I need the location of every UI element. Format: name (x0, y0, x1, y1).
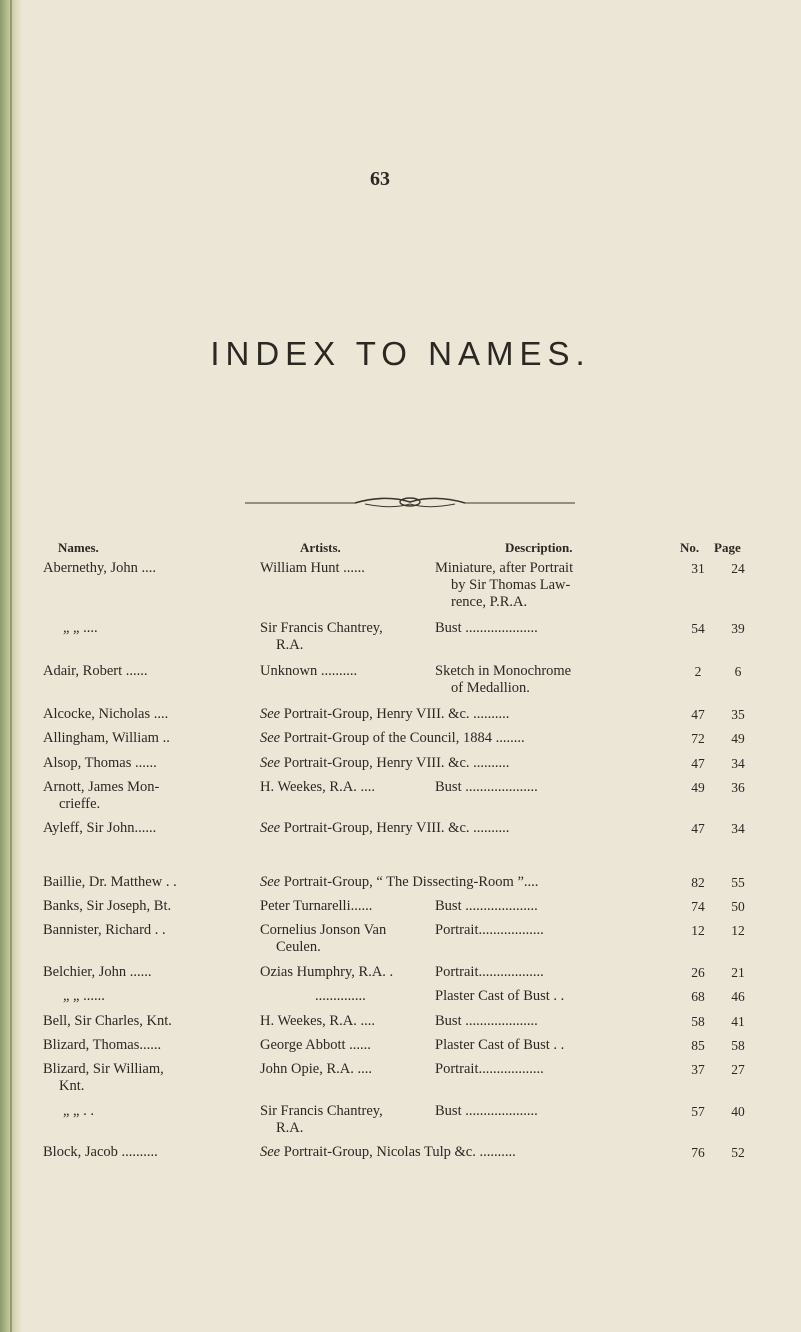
entry-description: Bust .................... (435, 779, 538, 795)
entry-name: „ „ . . (63, 1103, 94, 1119)
page-title: INDEX TO NAMES. (210, 335, 591, 372)
entry-artist: William Hunt ...... (260, 560, 365, 576)
entry-artist: Sir Francis Chantrey, R.A. (260, 1103, 383, 1136)
header-description: Description. (505, 540, 573, 555)
entry-number: 47 (691, 821, 705, 836)
entry-description: Portrait.................. (435, 1061, 544, 1077)
entry-name: Baillie, Dr. Matthew . . (43, 874, 177, 890)
entry-number: 12 (691, 923, 705, 938)
entry-number: 57 (691, 1104, 705, 1119)
entry-description: Bust .................... (435, 620, 538, 636)
entry-cross-reference: See Portrait-Group, “ The Dissecting-Room ”.... (260, 874, 539, 890)
entry-artist: .............. (315, 988, 366, 1004)
entry-name: „ „ ...... (63, 988, 105, 1004)
entry-number: 76 (691, 1145, 705, 1160)
entry-number: 49 (691, 780, 705, 795)
entry-artist: H. Weekes, R.A. .... (260, 1013, 375, 1029)
entry-number: 47 (691, 756, 705, 771)
entry-page: 55 (731, 875, 745, 890)
entry-number: 85 (691, 1038, 705, 1053)
entry-artist: Unknown .......... (260, 663, 358, 679)
entry-artist: John Opie, R.A. .... (260, 1061, 372, 1077)
entry-name: Adair, Robert ...... (43, 663, 148, 679)
entry-name: Bannister, Richard . . (43, 922, 166, 938)
entry-number: 47 (691, 707, 705, 722)
entry-description: Plaster Cast of Bust . . (435, 988, 565, 1004)
entry-description: Bust .................... (435, 898, 538, 914)
entry-number: 74 (691, 899, 705, 914)
entry-page: 21 (731, 965, 745, 980)
entry-name: Banks, Sir Joseph, Bt. (43, 898, 172, 914)
entry-page: 49 (731, 731, 745, 746)
entry-number: 2 (694, 664, 702, 679)
entry-name: Alsop, Thomas ...... (43, 755, 157, 771)
entry-name: „ „ .... (63, 620, 98, 636)
entry-number: 37 (691, 1062, 705, 1077)
entry-page: 35 (731, 707, 745, 722)
header-page: Page (714, 540, 741, 555)
entry-artist: George Abbott ...... (260, 1037, 371, 1053)
entry-page: 6 (734, 664, 742, 679)
entry-page: 50 (731, 899, 745, 914)
page-number: 63 (370, 168, 390, 190)
entry-cross-reference: See Portrait-Group, Henry VIII. &c. .......... (260, 755, 510, 771)
entry-page: 27 (731, 1062, 745, 1077)
entry-description: Sketch in Monochrome of Medallion. (435, 663, 572, 696)
entry-name: Belchier, John ...... (43, 964, 152, 980)
entry-cross-reference: See Portrait-Group, Henry VIII. &c. .......... (260, 706, 510, 722)
entry-name: Arnott, James Mon- crieffe. (43, 779, 160, 812)
entry-number: 58 (691, 1014, 705, 1029)
entry-page: 34 (731, 756, 745, 771)
entry-description: Bust .................... (435, 1013, 538, 1029)
entry-page: 34 (731, 821, 745, 836)
entry-cross-reference: See Portrait-Group, Nicolas Tulp &c. .......... (260, 1144, 516, 1160)
entry-name: Allingham, William .. (43, 730, 170, 746)
entry-page: 36 (731, 780, 745, 795)
entry-page: 40 (731, 1104, 745, 1119)
entry-number: 72 (691, 731, 705, 746)
entry-name: Block, Jacob .......... (43, 1144, 158, 1160)
entry-page: 39 (731, 621, 745, 636)
entry-artist: Cornelius Jonson Van Ceulen. (260, 922, 387, 955)
entry-page: 52 (731, 1145, 745, 1160)
entry-name: Ayleff, Sir John...... (43, 820, 157, 836)
entry-number: 31 (691, 561, 705, 576)
entry-name: Blizard, Sir William, Knt. (43, 1061, 164, 1094)
entry-number: 26 (691, 965, 705, 980)
entry-name: Bell, Sir Charles, Knt. (43, 1013, 172, 1029)
entry-description: Miniature, after Portrait by Sir Thomas Law- rence, P.R.A. (435, 560, 574, 610)
entry-artist: Ozias Humphry, R.A. . (260, 964, 394, 980)
entry-page: 46 (731, 989, 745, 1004)
header-artists: Artists. (300, 540, 341, 555)
entry-page: 12 (731, 923, 745, 938)
header-names: Names. (58, 540, 99, 555)
entry-page: 41 (731, 1014, 745, 1029)
entry-cross-reference: See Portrait-Group, Henry VIII. &c. .......... (260, 820, 510, 836)
entry-number: 68 (691, 989, 705, 1004)
entry-description: Bust .................... (435, 1103, 538, 1119)
binding-stitch-line (10, 0, 12, 1332)
entry-name: Alcocke, Nicholas .... (43, 706, 169, 722)
entry-page: 58 (731, 1038, 745, 1053)
entry-artist: H. Weekes, R.A. .... (260, 779, 375, 795)
entry-artist: Peter Turnarelli...... (260, 898, 373, 914)
entry-number: 54 (691, 621, 705, 636)
header-no: No. (680, 540, 700, 555)
entry-name: Abernethy, John .... (43, 560, 157, 576)
entry-description: Plaster Cast of Bust . . (435, 1037, 565, 1053)
ornament-divider-icon (245, 495, 575, 509)
entry-page: 24 (731, 561, 745, 576)
entry-name: Blizard, Thomas...... (43, 1037, 162, 1053)
entry-description: Portrait.................. (435, 922, 544, 938)
entry-cross-reference: See Portrait-Group of the Council, 1884 ........ (260, 730, 525, 746)
entry-description: Portrait.................. (435, 964, 544, 980)
entry-number: 82 (691, 875, 705, 890)
entry-artist: Sir Francis Chantrey, R.A. (260, 620, 383, 653)
